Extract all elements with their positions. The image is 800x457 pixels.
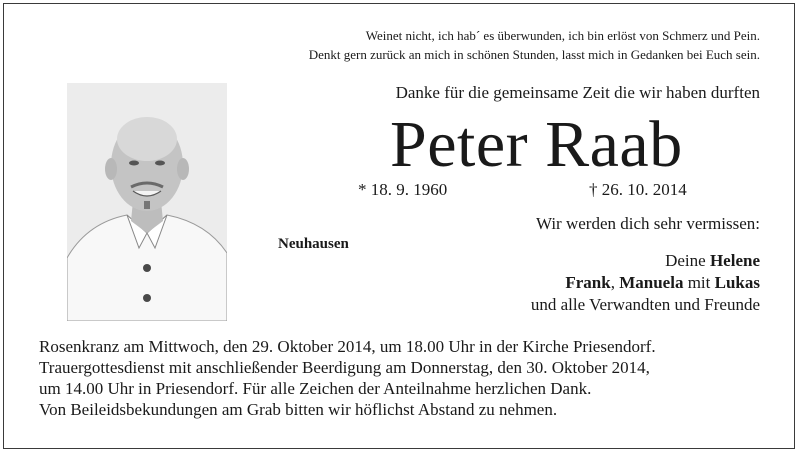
thanks-line: Danke für die gemeinsame Zeit die wir haben durften <box>395 83 760 102</box>
poem <box>309 26 760 64</box>
family-line: und alle Verwandten und Freunde <box>530 295 760 314</box>
portrait-image <box>67 83 227 321</box>
family-signature <box>531 250 760 316</box>
deceased-name: Peter Raab <box>390 108 683 181</box>
family-line: Deine Helene <box>665 251 760 270</box>
portrait-photo <box>67 83 227 321</box>
poem-line: Denkt gern zurück an mich in schönen Stunden, lasst mich in Gedanken bei Euch sein. <box>308 47 760 62</box>
family-line: Frank, Manuela mit Lukas <box>565 273 760 292</box>
service-line: um 14.00 Uhr in Priesendorf. Für alle Zeichen der Anteilnahme herzlichen Dank. <box>39 379 592 398</box>
miss-line: Wir werden dich sehr vermissen: <box>535 214 760 233</box>
poem-line: Weinet nicht, ich hab´ es überwunden, ich bin erlöst von Schmerz und Pein. <box>365 28 760 43</box>
service-line: Rosenkranz am Mittwoch, den 29. Oktober 2014, um 18.00 Uhr in der Kirche Priesendorf. <box>39 337 656 356</box>
place-name: Neuhausen <box>278 236 349 252</box>
service-details <box>39 336 656 420</box>
service-line: Von Beileidsbekundungen am Grab bitten wir höflichst Abstand zu nehmen. <box>39 400 558 419</box>
birth-date: * 18. 9. 1960 <box>358 180 448 199</box>
obituary-card <box>3 3 795 449</box>
death-date: † 26. 10. 2014 <box>589 180 687 199</box>
service-line: Trauergottesdienst mit anschließender Beerdigung am Donnerstag, den 30. Oktober 2014, <box>39 358 650 377</box>
